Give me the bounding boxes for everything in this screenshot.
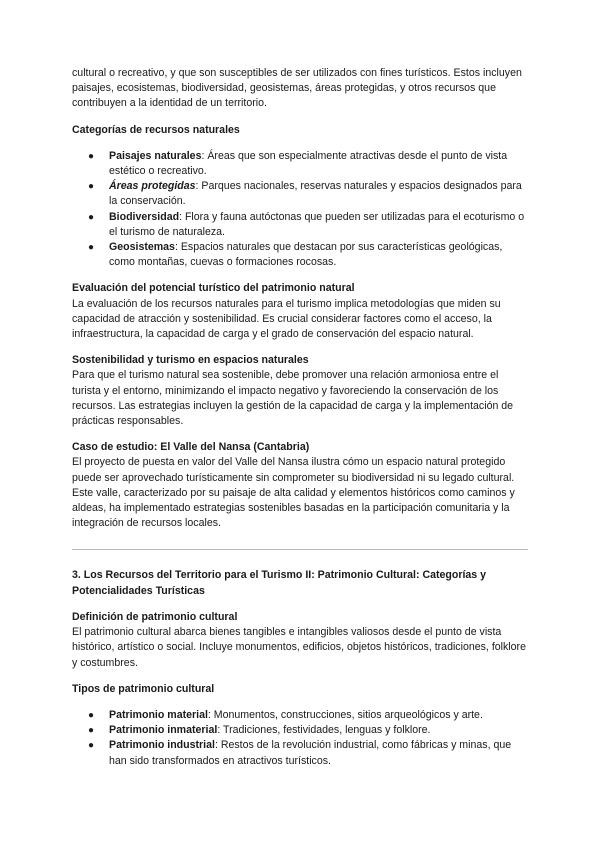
tipos-list — [72, 708, 528, 769]
list-item-term: Paisajes naturales — [109, 149, 202, 162]
bullet-icon: ● — [88, 242, 95, 254]
bullet-icon: ● — [88, 740, 95, 752]
evaluacion-heading: Evaluación del potencial turístico del patrimonio natural — [72, 282, 355, 295]
bullet-icon: ● — [88, 211, 95, 223]
bullet-icon: ● — [88, 709, 95, 721]
list-item-term: Áreas protegidas — [109, 180, 196, 193]
categorias-list — [72, 149, 528, 271]
list-item — [72, 723, 528, 738]
sostenibilidad-heading: Sostenibilidad y turismo en espacios naturales — [72, 354, 309, 367]
evaluacion-paragraph: La evaluación de los recursos naturales para el turismo implica metodologías que miden su capacidad de atracción y sostenibilidad. Es crucial considerar factores como el acceso, la infraestructura, la capacidad de carga y el grado de conservación del espacio natural. — [72, 297, 501, 341]
list-item — [72, 149, 528, 179]
list-item-term: Patrimonio material — [109, 708, 208, 721]
bullet-icon: ● — [88, 150, 95, 162]
list-item-text: : Espacios naturales que destacan por sus características geológicas, como montañas, cuevas o formaciones rocosas. — [109, 241, 503, 269]
list-item-term: Patrimonio inmaterial — [109, 724, 218, 737]
list-item-text: : Restos de la revolución industrial, como fábricas y minas, que han sido transformados en atractivos turísticos. — [109, 739, 512, 767]
list-item-text: : Áreas que son especialmente atractivas desde el punto de vista estético o recreativo. — [109, 149, 508, 178]
list-item — [72, 179, 528, 209]
list-item — [72, 210, 528, 240]
tipos-heading: Tipos de patrimonio cultural — [72, 682, 215, 695]
bullet-icon: ● — [88, 181, 95, 193]
list-item-text: : Parques nacionales, reservas naturales y espacios designados para la conservación. — [109, 180, 522, 208]
list-item-term: Geosistemas — [109, 241, 175, 254]
caso-heading: Caso de estudio: El Valle del Nansa (Cantabria) — [72, 441, 310, 454]
definicion-heading: Definición de patrimonio cultural — [72, 610, 238, 623]
list-item-text: : Tradiciones, festividades, lenguas y folklore. — [217, 724, 431, 737]
list-item — [72, 738, 528, 768]
list-item — [72, 708, 528, 723]
document-page — [72, 66, 528, 769]
categorias-heading: Categorías de recursos naturales — [72, 123, 240, 136]
definicion-paragraph: El patrimonio cultural abarca bienes tangibles e intangibles valiosos desde el punto de vista histórico, artístico o social. Incluye monumentos, edificios, objetos históricos, tradiciones, folklore y costumbres. — [72, 626, 526, 669]
caso-paragraph: El proyecto de puesta en valor del Valle del Nansa ilustra cómo un espacio natural protegido puede ser aprovechado turísticamente sin comprometer su biodiversidad ni su legado cultural. Este valle, caracterizado por su paisaje de alta calidad y elementos históricos como caminos y aldeas, ha implementado estrategias sostenibles basadas en la participación comunitaria y la integración de recursos locales. — [72, 456, 515, 530]
list-item-text: : Flora y fauna autóctonas que pueden ser utilizadas para el ecoturismo o el turismo de naturaleza. — [109, 210, 525, 238]
list-item-term: Biodiversidad — [109, 210, 180, 223]
sostenibilidad-paragraph: Para que el turismo natural sea sostenible, debe promover una relación armoniosa entre el turista y el entorno, minimizando el impacto negativo y favoreciendo la conservación de los recursos. Las estrategias incluyen la gestión de la capacidad de carga y la implementación de prácticas responsables. — [72, 369, 514, 428]
list-item-term: Patrimonio industrial — [109, 739, 215, 752]
section3-heading: 3. Los Recursos del Territorio para el Turismo II: Patrimonio Cultural: Categorías y Potencialidades Turísticas — [72, 569, 487, 597]
list-item — [72, 240, 528, 270]
intro-paragraph: cultural o recreativo, y que son susceptibles de ser utilizados con fines turísticos. Estos incluyen paisajes, ecosistemas, biodiversidad, geosistemas, áreas protegidas, y otros recursos que contribuyen a la identidad de un territorio. — [72, 67, 522, 110]
list-item-text: : Monumentos, construcciones, sitios arqueológicos y arte. — [207, 708, 483, 721]
bullet-icon: ● — [88, 725, 95, 737]
